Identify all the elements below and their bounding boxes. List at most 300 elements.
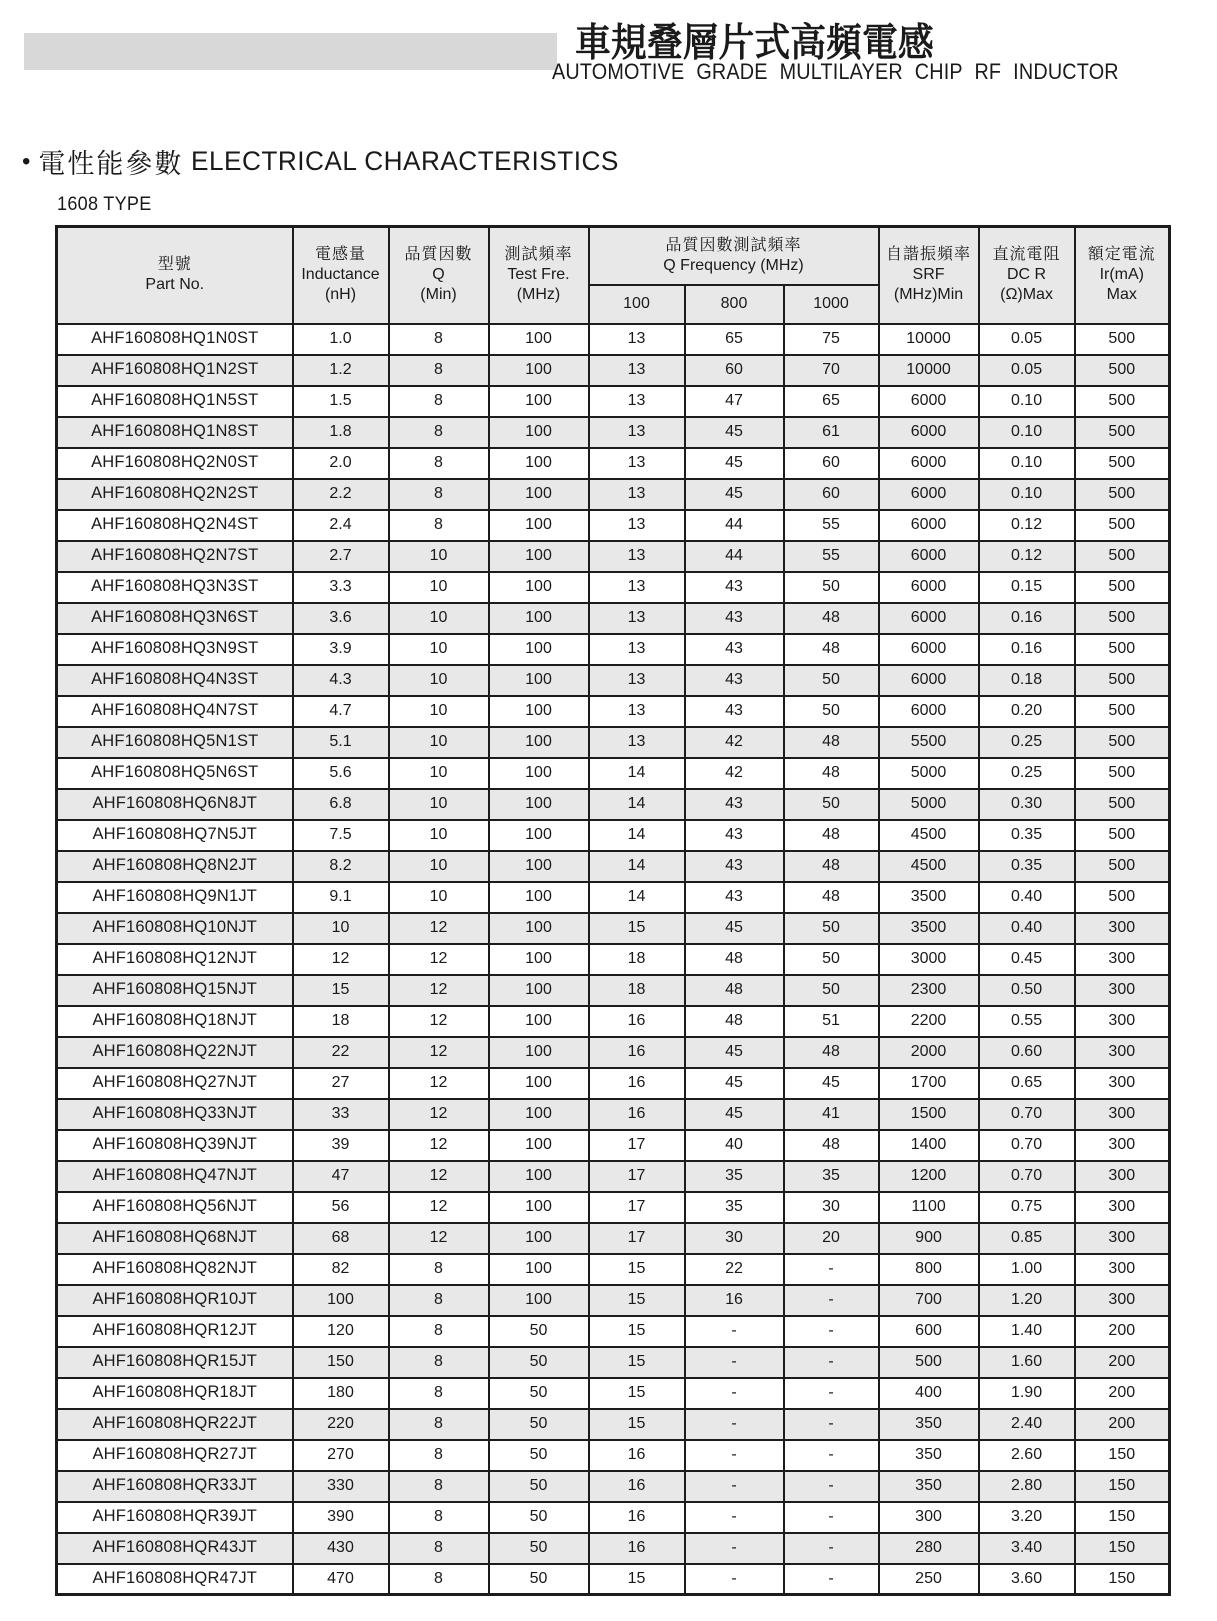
- cell-q-at-800mhz: 44: [685, 510, 784, 541]
- cell-test-freq-mhz: 100: [489, 1037, 589, 1068]
- cell-q-min: 10: [389, 882, 489, 913]
- cell-dcr-ohm-max: 2.60: [979, 1440, 1075, 1471]
- cell-dcr-ohm-max: 0.35: [979, 851, 1075, 882]
- cell-q-at-100mhz: 14: [589, 758, 685, 789]
- cell-q-at-100mhz: 13: [589, 324, 685, 355]
- cell-srf-mhz-min: 2200: [879, 1006, 979, 1037]
- cell-q-min: 8: [389, 1254, 489, 1285]
- cell-q-at-100mhz: 15: [589, 1409, 685, 1440]
- cell-inductance-nh: 9.1: [293, 882, 389, 913]
- cell-q-at-800mhz: 43: [685, 789, 784, 820]
- cell-inductance-nh: 33: [293, 1099, 389, 1130]
- cell-q-at-1000mhz: 50: [784, 789, 879, 820]
- electrical-characteristics-table: [55, 225, 1171, 1596]
- cell-srf-mhz-min: 6000: [879, 386, 979, 417]
- cell-q-at-800mhz: 40: [685, 1130, 784, 1161]
- cell-srf-mhz-min: 10000: [879, 324, 979, 355]
- cell-q-at-800mhz: 45: [685, 913, 784, 944]
- cell-q-at-100mhz: 16: [589, 1471, 685, 1502]
- col-header-q-at-100mhz: 100: [589, 285, 685, 324]
- table-row: [57, 1471, 1170, 1502]
- cell-q-at-100mhz: 16: [589, 1099, 685, 1130]
- table-row: [57, 479, 1170, 510]
- cell-inductance-nh: 47: [293, 1161, 389, 1192]
- cell-ir-ma-max: 300: [1075, 975, 1170, 1006]
- cell-inductance-nh: 22: [293, 1037, 389, 1068]
- table-row: [57, 665, 1170, 696]
- cell-q-at-800mhz: 65: [685, 324, 784, 355]
- cell-part-no: AHF160808HQ1N5ST: [57, 386, 293, 417]
- cell-part-no: AHF160808HQR27JT: [57, 1440, 293, 1471]
- cell-q-at-1000mhz: -: [784, 1502, 879, 1533]
- col-header-inductance: 電感量 Inductance (nH): [293, 227, 389, 324]
- table-row: [57, 1347, 1170, 1378]
- cell-ir-ma-max: 500: [1075, 541, 1170, 572]
- cell-inductance-nh: 120: [293, 1316, 389, 1347]
- cell-q-min: 8: [389, 1285, 489, 1316]
- cell-ir-ma-max: 500: [1075, 417, 1170, 448]
- cell-q-at-100mhz: 15: [589, 1347, 685, 1378]
- cell-part-no: AHF160808HQ2N4ST: [57, 510, 293, 541]
- cell-part-no: AHF160808HQ5N1ST: [57, 727, 293, 758]
- cell-test-freq-mhz: 100: [489, 1099, 589, 1130]
- table-row: [57, 1130, 1170, 1161]
- table-row: [57, 1223, 1170, 1254]
- cell-ir-ma-max: 300: [1075, 1099, 1170, 1130]
- cell-inductance-nh: 3.3: [293, 572, 389, 603]
- cell-q-at-100mhz: 15: [589, 1285, 685, 1316]
- cell-test-freq-mhz: 100: [489, 1006, 589, 1037]
- cell-q-at-100mhz: 13: [589, 634, 685, 665]
- cell-q-at-800mhz: 22: [685, 1254, 784, 1285]
- section-heading: [22, 142, 632, 181]
- cell-ir-ma-max: 300: [1075, 1254, 1170, 1285]
- cell-test-freq-mhz: 50: [489, 1316, 589, 1347]
- cell-q-at-1000mhz: 48: [784, 603, 879, 634]
- cell-ir-ma-max: 500: [1075, 665, 1170, 696]
- cell-q-at-1000mhz: 50: [784, 944, 879, 975]
- cell-q-at-1000mhz: -: [784, 1471, 879, 1502]
- table-row: [57, 758, 1170, 789]
- table-row: [57, 510, 1170, 541]
- cell-dcr-ohm-max: 0.45: [979, 944, 1075, 975]
- cell-part-no: AHF160808HQR15JT: [57, 1347, 293, 1378]
- cell-q-min: 12: [389, 1006, 489, 1037]
- cell-dcr-ohm-max: 0.20: [979, 696, 1075, 727]
- cell-ir-ma-max: 200: [1075, 1316, 1170, 1347]
- cell-dcr-ohm-max: 0.50: [979, 975, 1075, 1006]
- cell-srf-mhz-min: 400: [879, 1378, 979, 1409]
- cell-dcr-ohm-max: 0.16: [979, 603, 1075, 634]
- cell-q-min: 10: [389, 820, 489, 851]
- cell-ir-ma-max: 300: [1075, 1285, 1170, 1316]
- cell-q-at-800mhz: 43: [685, 603, 784, 634]
- cell-ir-ma-max: 500: [1075, 355, 1170, 386]
- cell-q-min: 8: [389, 324, 489, 355]
- cell-q-at-1000mhz: -: [784, 1378, 879, 1409]
- cell-q-at-100mhz: 14: [589, 789, 685, 820]
- cell-inductance-nh: 390: [293, 1502, 389, 1533]
- type-label: 1608 TYPE: [57, 194, 152, 215]
- cell-inductance-nh: 1.0: [293, 324, 389, 355]
- table-row: [57, 1068, 1170, 1099]
- cell-ir-ma-max: 150: [1075, 1440, 1170, 1471]
- cell-srf-mhz-min: 6000: [879, 572, 979, 603]
- cell-dcr-ohm-max: 1.60: [979, 1347, 1075, 1378]
- cell-q-at-1000mhz: -: [784, 1347, 879, 1378]
- cell-part-no: AHF160808HQR33JT: [57, 1471, 293, 1502]
- cell-dcr-ohm-max: 0.60: [979, 1037, 1075, 1068]
- table-row: [57, 882, 1170, 913]
- cell-dcr-ohm-max: 0.18: [979, 665, 1075, 696]
- cell-q-at-800mhz: 42: [685, 727, 784, 758]
- cell-part-no: AHF160808HQ3N3ST: [57, 572, 293, 603]
- cell-q-at-100mhz: 16: [589, 1006, 685, 1037]
- cell-ir-ma-max: 300: [1075, 913, 1170, 944]
- cell-q-at-1000mhz: 70: [784, 355, 879, 386]
- col-header-q-at-800mhz: 800: [685, 285, 784, 324]
- cell-dcr-ohm-max: 1.00: [979, 1254, 1075, 1285]
- cell-q-at-1000mhz: -: [784, 1316, 879, 1347]
- cell-q-at-800mhz: 48: [685, 944, 784, 975]
- cell-q-at-800mhz: 45: [685, 1099, 784, 1130]
- cell-test-freq-mhz: 100: [489, 324, 589, 355]
- cell-inductance-nh: 220: [293, 1409, 389, 1440]
- cell-q-at-800mhz: 16: [685, 1285, 784, 1316]
- cell-srf-mhz-min: 6000: [879, 417, 979, 448]
- table-row: [57, 851, 1170, 882]
- page-title-english: AUTOMOTIVE GRADE MULTILAYER CHIP RF INDUCTOR: [552, 59, 1119, 84]
- cell-q-at-100mhz: 14: [589, 820, 685, 851]
- cell-dcr-ohm-max: 0.55: [979, 1006, 1075, 1037]
- cell-part-no: AHF160808HQ15NJT: [57, 975, 293, 1006]
- cell-inductance-nh: 1.5: [293, 386, 389, 417]
- cell-ir-ma-max: 300: [1075, 1006, 1170, 1037]
- col-header-part-no: 型號 Part No.: [57, 227, 293, 324]
- cell-q-at-100mhz: 15: [589, 1378, 685, 1409]
- cell-dcr-ohm-max: 1.40: [979, 1316, 1075, 1347]
- cell-q-at-100mhz: 17: [589, 1223, 685, 1254]
- cell-part-no: AHF160808HQ4N7ST: [57, 696, 293, 727]
- cell-q-at-800mhz: 44: [685, 541, 784, 572]
- table-row: [57, 324, 1170, 355]
- cell-q-min: 12: [389, 913, 489, 944]
- cell-ir-ma-max: 150: [1075, 1533, 1170, 1564]
- cell-part-no: AHF160808HQ9N1JT: [57, 882, 293, 913]
- cell-dcr-ohm-max: 0.16: [979, 634, 1075, 665]
- col-header-q-min: 品質因數 Q (Min): [389, 227, 489, 324]
- cell-q-min: 8: [389, 479, 489, 510]
- cell-inductance-nh: 68: [293, 1223, 389, 1254]
- table-row: [57, 1006, 1170, 1037]
- cell-test-freq-mhz: 100: [489, 355, 589, 386]
- cell-test-freq-mhz: 100: [489, 541, 589, 572]
- cell-srf-mhz-min: 250: [879, 1564, 979, 1595]
- cell-test-freq-mhz: 50: [489, 1533, 589, 1564]
- cell-q-at-100mhz: 18: [589, 975, 685, 1006]
- cell-q-at-100mhz: 13: [589, 603, 685, 634]
- cell-dcr-ohm-max: 0.10: [979, 386, 1075, 417]
- col-header-srf: 自諧振頻率 SRF (MHz)Min: [879, 227, 979, 324]
- cell-part-no: AHF160808HQ12NJT: [57, 944, 293, 975]
- cell-inductance-nh: 39: [293, 1130, 389, 1161]
- cell-part-no: AHF160808HQ56NJT: [57, 1192, 293, 1223]
- col-header-dcr: 直流電阻 DC R (Ω)Max: [979, 227, 1075, 324]
- cell-part-no: AHF160808HQ3N9ST: [57, 634, 293, 665]
- cell-srf-mhz-min: 900: [879, 1223, 979, 1254]
- cell-dcr-ohm-max: 2.80: [979, 1471, 1075, 1502]
- cell-inductance-nh: 470: [293, 1564, 389, 1595]
- cell-q-at-800mhz: 43: [685, 696, 784, 727]
- cell-srf-mhz-min: 10000: [879, 355, 979, 386]
- cell-part-no: AHF160808HQ10NJT: [57, 913, 293, 944]
- cell-srf-mhz-min: 5000: [879, 789, 979, 820]
- cell-test-freq-mhz: 50: [489, 1347, 589, 1378]
- cell-ir-ma-max: 300: [1075, 1130, 1170, 1161]
- cell-q-at-1000mhz: 45: [784, 1068, 879, 1099]
- cell-q-at-800mhz: 35: [685, 1161, 784, 1192]
- cell-srf-mhz-min: 2000: [879, 1037, 979, 1068]
- cell-q-min: 10: [389, 851, 489, 882]
- cell-test-freq-mhz: 100: [489, 1192, 589, 1223]
- cell-ir-ma-max: 500: [1075, 324, 1170, 355]
- cell-inductance-nh: 2.7: [293, 541, 389, 572]
- cell-srf-mhz-min: 6000: [879, 448, 979, 479]
- cell-dcr-ohm-max: 2.40: [979, 1409, 1075, 1440]
- cell-q-at-1000mhz: 60: [784, 448, 879, 479]
- cell-srf-mhz-min: 3500: [879, 882, 979, 913]
- cell-test-freq-mhz: 100: [489, 1285, 589, 1316]
- cell-part-no: AHF160808HQR39JT: [57, 1502, 293, 1533]
- table-row: [57, 417, 1170, 448]
- cell-test-freq-mhz: 100: [489, 758, 589, 789]
- col-header-ir: 額定電流 Ir(mA) Max: [1075, 227, 1170, 324]
- cell-q-at-1000mhz: -: [784, 1254, 879, 1285]
- table-row: [57, 913, 1170, 944]
- cell-dcr-ohm-max: 0.05: [979, 355, 1075, 386]
- cell-q-at-800mhz: 45: [685, 448, 784, 479]
- table-row: [57, 1440, 1170, 1471]
- table-row: [57, 1502, 1170, 1533]
- cell-q-at-800mhz: -: [685, 1440, 784, 1471]
- cell-q-at-1000mhz: 48: [784, 727, 879, 758]
- cell-q-min: 10: [389, 634, 489, 665]
- cell-ir-ma-max: 500: [1075, 851, 1170, 882]
- table-row: [57, 789, 1170, 820]
- cell-dcr-ohm-max: 1.20: [979, 1285, 1075, 1316]
- cell-q-at-800mhz: -: [685, 1347, 784, 1378]
- cell-q-at-1000mhz: -: [784, 1533, 879, 1564]
- cell-q-at-800mhz: 43: [685, 665, 784, 696]
- cell-dcr-ohm-max: 1.90: [979, 1378, 1075, 1409]
- cell-q-at-800mhz: 45: [685, 479, 784, 510]
- col-header-q-at-1000mhz: 1000: [784, 285, 879, 324]
- cell-test-freq-mhz: 100: [489, 417, 589, 448]
- cell-test-freq-mhz: 50: [489, 1440, 589, 1471]
- cell-q-at-100mhz: 13: [589, 541, 685, 572]
- cell-srf-mhz-min: 6000: [879, 634, 979, 665]
- cell-test-freq-mhz: 100: [489, 820, 589, 851]
- cell-ir-ma-max: 500: [1075, 727, 1170, 758]
- cell-test-freq-mhz: 100: [489, 1254, 589, 1285]
- cell-part-no: AHF160808HQ2N2ST: [57, 479, 293, 510]
- cell-q-min: 10: [389, 789, 489, 820]
- table-row: [57, 572, 1170, 603]
- cell-q-min: 10: [389, 572, 489, 603]
- cell-q-at-100mhz: 17: [589, 1192, 685, 1223]
- cell-test-freq-mhz: 100: [489, 975, 589, 1006]
- cell-q-at-1000mhz: 65: [784, 386, 879, 417]
- cell-dcr-ohm-max: 0.85: [979, 1223, 1075, 1254]
- cell-q-min: 8: [389, 1347, 489, 1378]
- cell-inductance-nh: 15: [293, 975, 389, 1006]
- cell-q-min: 10: [389, 665, 489, 696]
- cell-inductance-nh: 4.3: [293, 665, 389, 696]
- cell-inductance-nh: 5.6: [293, 758, 389, 789]
- table-row: [57, 1285, 1170, 1316]
- cell-q-at-800mhz: -: [685, 1378, 784, 1409]
- cell-ir-ma-max: 500: [1075, 603, 1170, 634]
- cell-q-min: 10: [389, 727, 489, 758]
- table-row: [57, 1564, 1170, 1595]
- cell-test-freq-mhz: 100: [489, 603, 589, 634]
- cell-q-at-800mhz: 48: [685, 1006, 784, 1037]
- cell-q-at-1000mhz: 50: [784, 975, 879, 1006]
- cell-part-no: AHF160808HQ2N0ST: [57, 448, 293, 479]
- cell-q-min: 12: [389, 1161, 489, 1192]
- cell-inductance-nh: 10: [293, 913, 389, 944]
- cell-part-no: AHF160808HQR12JT: [57, 1316, 293, 1347]
- cell-q-min: 12: [389, 1037, 489, 1068]
- cell-srf-mhz-min: 350: [879, 1440, 979, 1471]
- cell-srf-mhz-min: 600: [879, 1316, 979, 1347]
- cell-q-at-100mhz: 16: [589, 1068, 685, 1099]
- cell-test-freq-mhz: 100: [489, 882, 589, 913]
- cell-srf-mhz-min: 3000: [879, 944, 979, 975]
- cell-part-no: AHF160808HQR10JT: [57, 1285, 293, 1316]
- table-row: [57, 1161, 1170, 1192]
- cell-srf-mhz-min: 1100: [879, 1192, 979, 1223]
- cell-q-min: 8: [389, 448, 489, 479]
- cell-q-at-1000mhz: 20: [784, 1223, 879, 1254]
- cell-ir-ma-max: 500: [1075, 572, 1170, 603]
- cell-inductance-nh: 2.4: [293, 510, 389, 541]
- cell-srf-mhz-min: 350: [879, 1471, 979, 1502]
- cell-test-freq-mhz: 100: [489, 727, 589, 758]
- cell-ir-ma-max: 500: [1075, 789, 1170, 820]
- table-row: [57, 727, 1170, 758]
- cell-part-no: AHF160808HQ4N3ST: [57, 665, 293, 696]
- cell-part-no: AHF160808HQ2N7ST: [57, 541, 293, 572]
- cell-q-at-100mhz: 16: [589, 1502, 685, 1533]
- cell-q-at-100mhz: 13: [589, 448, 685, 479]
- cell-inductance-nh: 82: [293, 1254, 389, 1285]
- cell-q-at-800mhz: -: [685, 1502, 784, 1533]
- cell-srf-mhz-min: 3500: [879, 913, 979, 944]
- cell-test-freq-mhz: 100: [489, 1161, 589, 1192]
- cell-q-at-1000mhz: 41: [784, 1099, 879, 1130]
- cell-dcr-ohm-max: 0.12: [979, 510, 1075, 541]
- cell-dcr-ohm-max: 0.40: [979, 913, 1075, 944]
- table-row: [57, 1192, 1170, 1223]
- cell-q-min: 8: [389, 510, 489, 541]
- cell-q-at-800mhz: 42: [685, 758, 784, 789]
- cell-test-freq-mhz: 50: [489, 1564, 589, 1595]
- cell-inductance-nh: 1.8: [293, 417, 389, 448]
- cell-q-min: 8: [389, 1502, 489, 1533]
- cell-q-min: 12: [389, 1130, 489, 1161]
- cell-ir-ma-max: 150: [1075, 1502, 1170, 1533]
- cell-srf-mhz-min: 280: [879, 1533, 979, 1564]
- cell-ir-ma-max: 500: [1075, 882, 1170, 913]
- cell-q-min: 8: [389, 1316, 489, 1347]
- cell-q-at-1000mhz: 50: [784, 696, 879, 727]
- cell-dcr-ohm-max: 3.20: [979, 1502, 1075, 1533]
- cell-ir-ma-max: 150: [1075, 1564, 1170, 1595]
- cell-test-freq-mhz: 100: [489, 386, 589, 417]
- cell-dcr-ohm-max: 0.30: [979, 789, 1075, 820]
- cell-q-min: 10: [389, 696, 489, 727]
- cell-q-at-100mhz: 17: [589, 1161, 685, 1192]
- cell-part-no: AHF160808HQ1N8ST: [57, 417, 293, 448]
- cell-q-at-100mhz: 16: [589, 1533, 685, 1564]
- cell-q-min: 8: [389, 1533, 489, 1564]
- cell-q-at-800mhz: -: [685, 1564, 784, 1595]
- cell-srf-mhz-min: 4500: [879, 820, 979, 851]
- cell-srf-mhz-min: 6000: [879, 510, 979, 541]
- cell-ir-ma-max: 200: [1075, 1378, 1170, 1409]
- section-heading-english: ELECTRICAL CHARACTERISTICS: [191, 146, 620, 176]
- cell-q-at-100mhz: 13: [589, 479, 685, 510]
- cell-q-at-1000mhz: 48: [784, 1130, 879, 1161]
- cell-q-min: 10: [389, 541, 489, 572]
- cell-dcr-ohm-max: 0.10: [979, 417, 1075, 448]
- cell-part-no: AHF160808HQR43JT: [57, 1533, 293, 1564]
- table-row: [57, 1378, 1170, 1409]
- cell-q-at-1000mhz: 48: [784, 634, 879, 665]
- cell-part-no: AHF160808HQR22JT: [57, 1409, 293, 1440]
- cell-q-at-800mhz: 43: [685, 851, 784, 882]
- cell-dcr-ohm-max: 0.70: [979, 1130, 1075, 1161]
- table-row: [57, 975, 1170, 1006]
- cell-test-freq-mhz: 100: [489, 789, 589, 820]
- cell-part-no: AHF160808HQ1N2ST: [57, 355, 293, 386]
- cell-srf-mhz-min: 300: [879, 1502, 979, 1533]
- cell-srf-mhz-min: 4500: [879, 851, 979, 882]
- cell-q-at-100mhz: 15: [589, 913, 685, 944]
- cell-dcr-ohm-max: 0.65: [979, 1068, 1075, 1099]
- cell-srf-mhz-min: 350: [879, 1409, 979, 1440]
- cell-inductance-nh: 7.5: [293, 820, 389, 851]
- cell-q-at-100mhz: 13: [589, 386, 685, 417]
- cell-q-min: 8: [389, 1564, 489, 1595]
- cell-test-freq-mhz: 100: [489, 479, 589, 510]
- cell-q-at-1000mhz: -: [784, 1409, 879, 1440]
- table-row: [57, 1533, 1170, 1564]
- cell-part-no: AHF160808HQ6N8JT: [57, 789, 293, 820]
- cell-q-at-1000mhz: 60: [784, 479, 879, 510]
- cell-ir-ma-max: 300: [1075, 1192, 1170, 1223]
- cell-q-at-100mhz: 13: [589, 417, 685, 448]
- cell-inductance-nh: 3.6: [293, 603, 389, 634]
- cell-part-no: AHF160808HQ5N6ST: [57, 758, 293, 789]
- cell-q-at-1000mhz: 55: [784, 510, 879, 541]
- cell-ir-ma-max: 500: [1075, 510, 1170, 541]
- cell-inductance-nh: 5.1: [293, 727, 389, 758]
- cell-part-no: AHF160808HQ47NJT: [57, 1161, 293, 1192]
- cell-ir-ma-max: 300: [1075, 1223, 1170, 1254]
- cell-inductance-nh: 18: [293, 1006, 389, 1037]
